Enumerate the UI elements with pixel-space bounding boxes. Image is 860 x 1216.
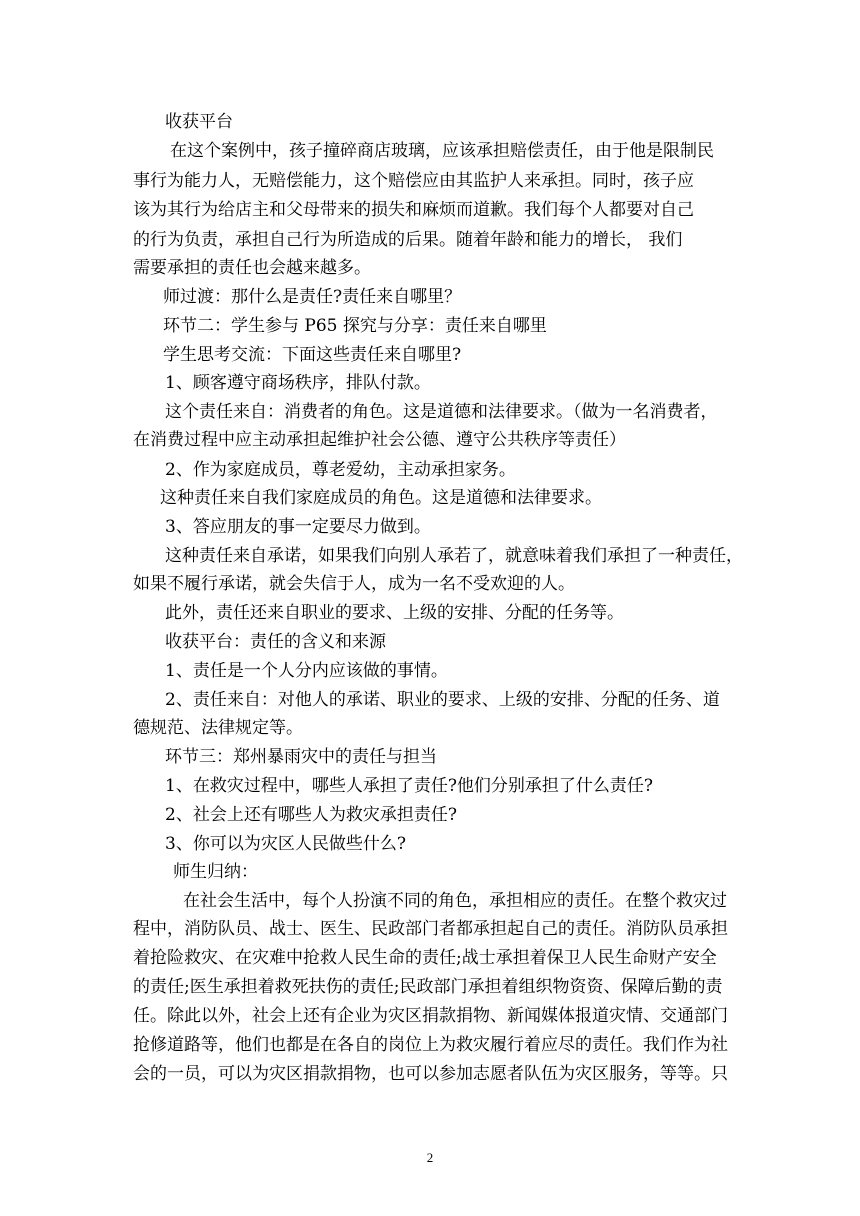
- text-line: 德规范、法律规定等。: [133, 718, 303, 738]
- text-line: 这种责任来自我们家庭成员的角色。这是道德和法律要求。: [160, 488, 602, 508]
- text-line: 会的一员，可以为灾区捐款捐物，也可以参加志愿者队伍为灾区服务，等等。只: [133, 1064, 728, 1084]
- text-line: 的行为负责，承担自己行为所造成的后果。随着年龄和能力的增长， 我们: [133, 230, 683, 250]
- text-line: 这个责任来自：消费者的角色。这是道德和法律要求。（做为一名消费者，: [165, 402, 718, 422]
- text-line: 2、责任来自：对他人的承诺、职业的要求、上级的安排、分配的任务、道: [165, 690, 720, 710]
- section-heading: 环节三：郑州暴雨灾中的责任与担当: [165, 747, 437, 767]
- text-line: 需要承担的责任也会越来越多。: [133, 258, 371, 278]
- text-line: 在这个案例中，孩子撞碎商店玻璃，应该承担赔偿责任，由于他是限制民: [170, 141, 714, 161]
- text-line: 1、责任是一个人分内应该做的事情。: [165, 661, 448, 681]
- text-line: 师生归纳：: [173, 862, 258, 882]
- text-line: 2、社会上还有哪些人为救灾承担责任?: [165, 805, 457, 825]
- text-line: 任。除此以外，社会上还有企业为灾区捐款捐物、新闻媒体报道灾情、交通部门: [133, 1006, 728, 1026]
- text-line: 师过渡：那什么是责任?责任来自哪里？: [163, 287, 462, 307]
- text-line: 1、在救灾过程中，哪些人承担了责任?他们分别承担了什么责任?: [165, 776, 654, 796]
- text-line: 收获平台: [165, 112, 233, 132]
- text-line: 2、作为家庭成员，尊老爱幼，主动承担家务。: [165, 460, 516, 480]
- section-heading: 环节二：学生参与 P65 探究与分享：责任来自哪里: [163, 316, 547, 336]
- text-line: 3、你可以为灾区人民做些什么?: [165, 834, 406, 854]
- text-line: 这种责任来自承诺，如果我们向别人承若了，就意味着我们承担了一种责任，: [165, 546, 743, 566]
- text-line: 该为其行为给店主和父母带来的损失和麻烦而道歉。我们每个人都要对自己: [133, 200, 694, 220]
- page-number: 2: [426, 1150, 434, 1165]
- text-line: 3、答应朋友的事一定要尽力做到。: [165, 517, 431, 537]
- text-line: 1、顾客遵守商场秩序，排队付款。: [165, 373, 431, 393]
- text-line: 在消费过程中应主动承担起维护社会公德、遵守公共秩序等责任）: [133, 430, 626, 450]
- text-line: 程中，消防队员、战士、医生、民政部门者都承担起自己的责任。消防队员承担: [133, 919, 728, 939]
- text-line: 学生思考交流：下面这些责任来自哪里?: [163, 345, 462, 365]
- text-line: 抢修道路等，他们也都是在各自的岗位上为救灾履行着应尽的责任。我们作为社: [133, 1035, 728, 1055]
- text-line: 收获平台：责任的含义和来源: [165, 632, 386, 652]
- text-line: 事行为能力人，无赔偿能力，这个赔偿应由其监护人来承担。同时，孩子应: [133, 171, 694, 191]
- text-line: 在社会生活中，每个人扮演不同的角色，承担相应的责任。在整个救灾过: [183, 891, 727, 911]
- text-line: 的责任;医生承担着救死扶伤的责任;民政部门承担着组织物资资、保障后勤的责: [133, 977, 723, 997]
- text-line: 如果不履行承诺，就会失信于人，成为一名不受欢迎的人。: [133, 574, 575, 594]
- text-line: 着抢险救灾、在灾难中抢救人民生命的责任;战士承担着保卫人民生命财产安全: [133, 948, 717, 968]
- text-line: 此外，责任还来自职业的要求、上级的安排、分配的任务等。: [165, 603, 624, 623]
